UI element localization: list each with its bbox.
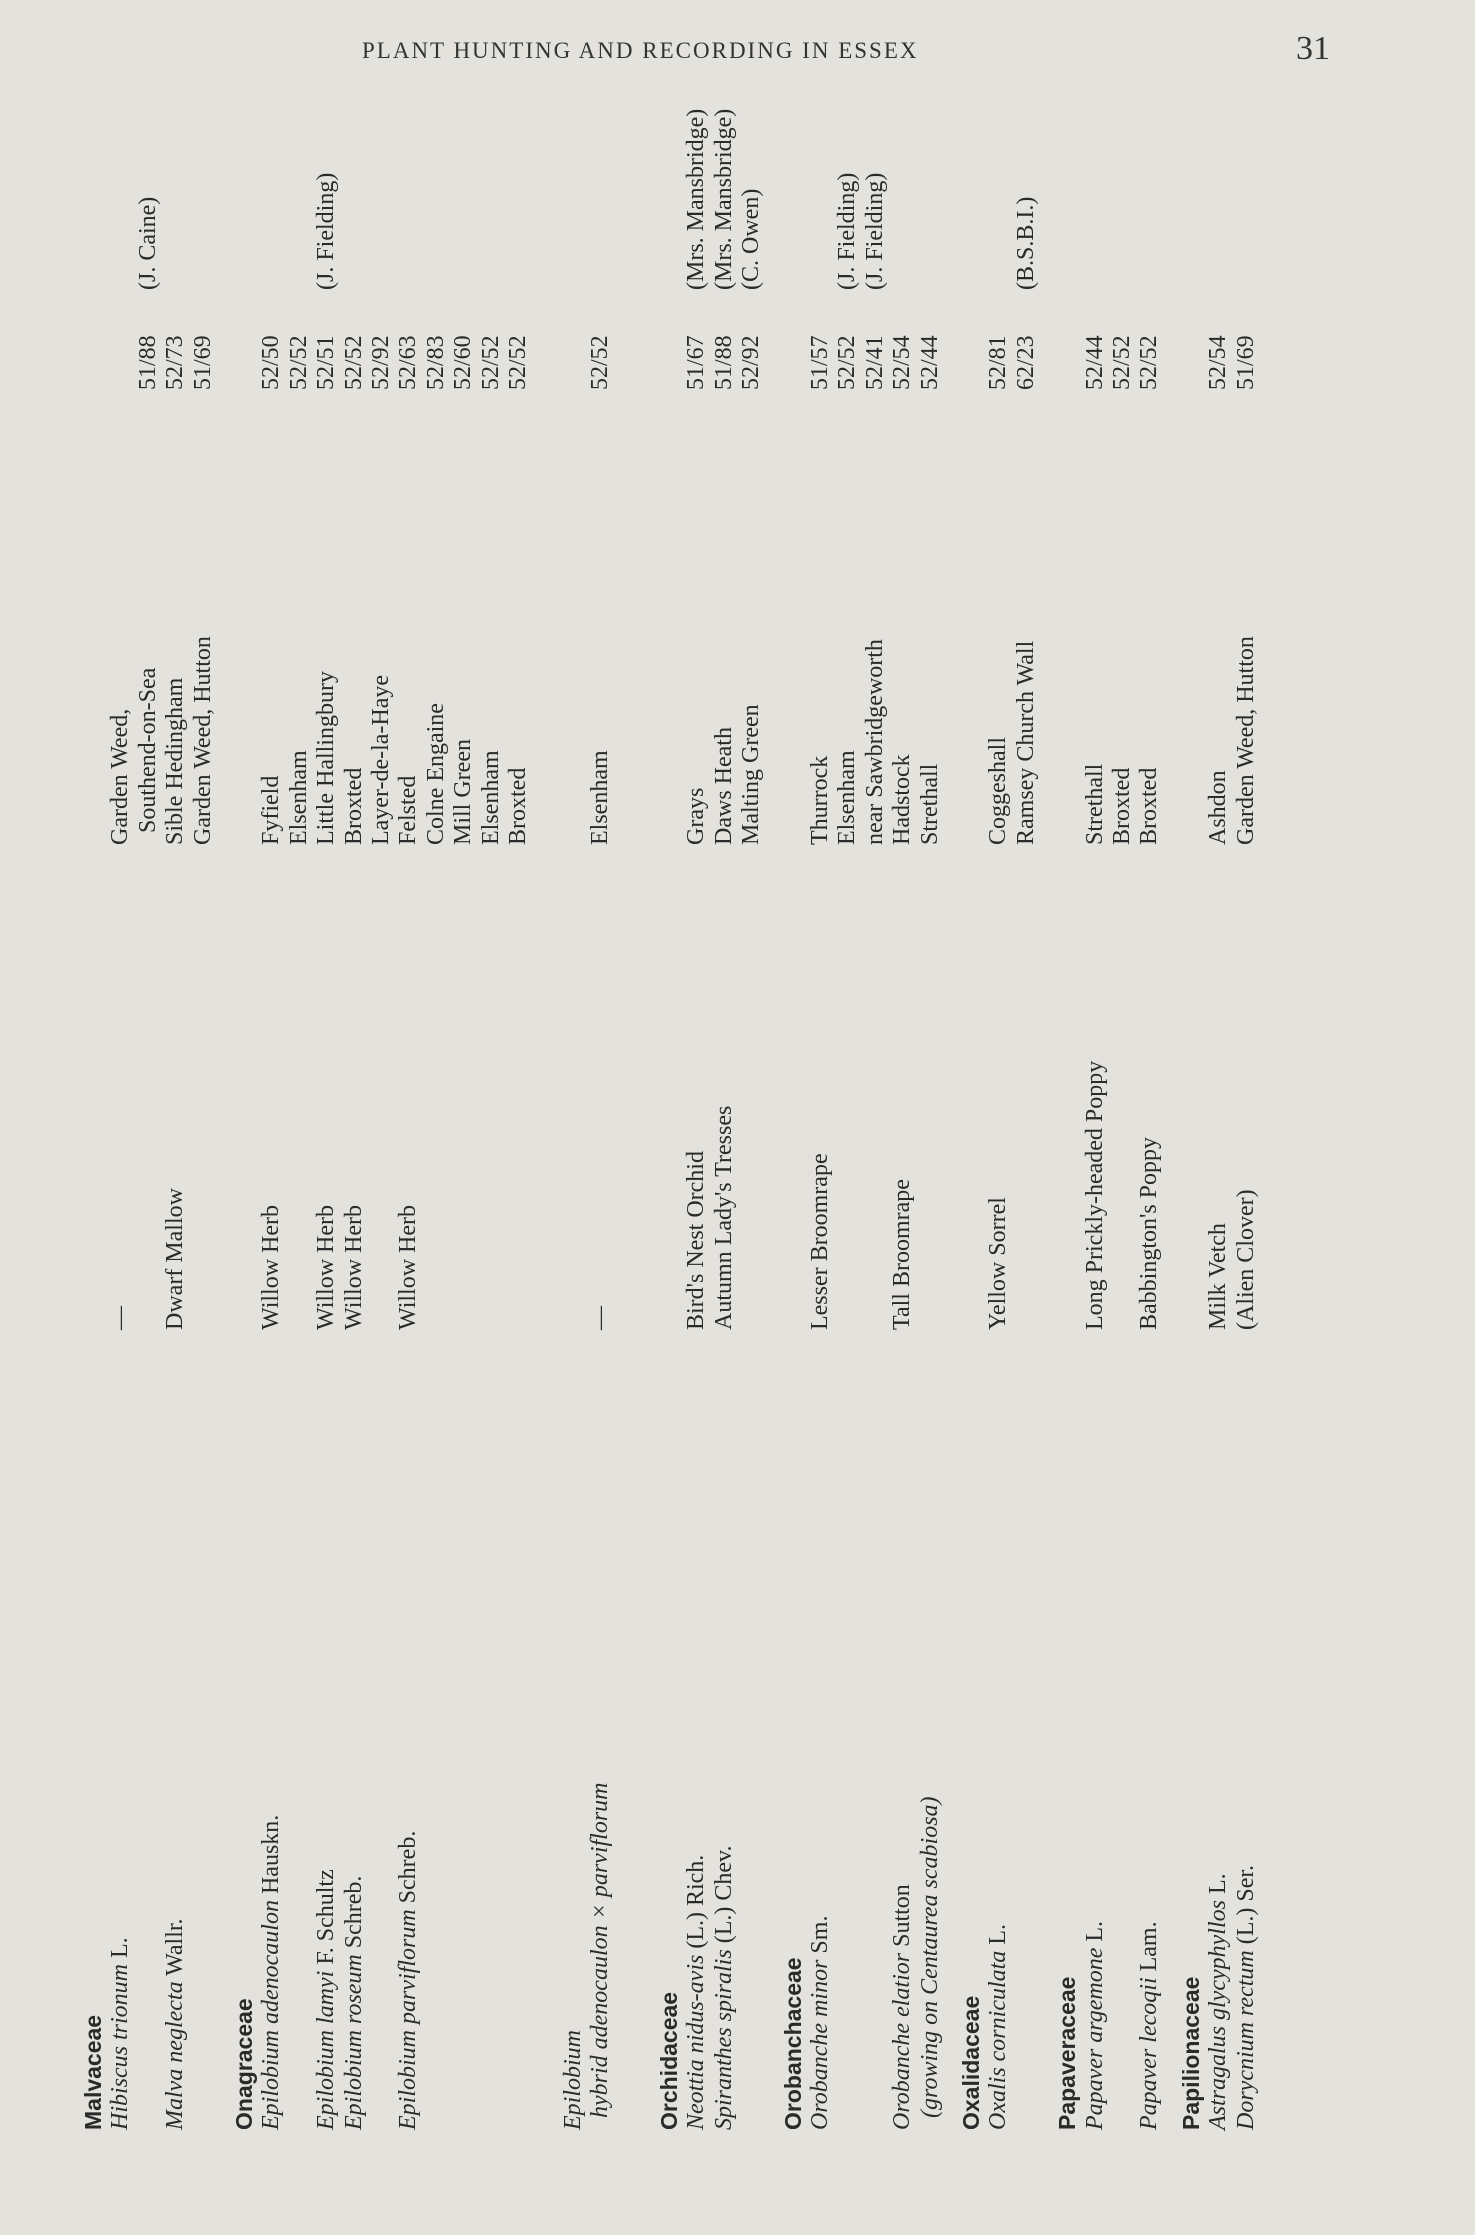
- locality-cell: near Sawbridgeworth: [861, 639, 888, 845]
- locality-cell: Hadstock: [889, 754, 916, 845]
- common-name-cell: (Alien Clover): [1232, 1189, 1259, 1330]
- grid-ref-cell: 52/51: [313, 335, 340, 390]
- species-authority: Wallr.: [162, 1918, 189, 1982]
- family-heading: Orobanchaceae: [779, 1957, 806, 2130]
- grid-ref-cell: 52/52: [340, 335, 367, 390]
- table-row: [1082, 180, 1109, 2130]
- species-name: Dorycnium rectum: [1232, 1950, 1259, 2130]
- table-row: [286, 180, 313, 2130]
- grid-ref-cell: 52/73: [162, 335, 189, 390]
- common-name-cell: Willow Herb: [340, 1204, 367, 1330]
- grid-ref-cell: 52/52: [1109, 335, 1135, 390]
- recorder-cell: (Mrs. Mansbridge): [710, 108, 737, 290]
- page-header: [0, 0, 1475, 110]
- locality-cell: Layer-de-la-Haye: [368, 674, 394, 845]
- locality-cell: Garden Weed, Hutton: [1232, 636, 1259, 845]
- grid-ref-cell: 52/92: [368, 335, 394, 390]
- table-row: [505, 180, 532, 2130]
- running-title: PLANT HUNTING AND RECORDING IN ESSEX: [362, 38, 919, 63]
- common-name-cell: Dwarf Mallow: [162, 1188, 189, 1330]
- table-row: [258, 180, 285, 2130]
- species-name: Orobanche minor: [807, 1959, 833, 2130]
- species-name: Epilobium lamyi: [313, 1970, 340, 2130]
- table-row: [560, 180, 587, 2130]
- table-row: [190, 180, 217, 2130]
- species-cell: [683, 1855, 710, 2130]
- locality-cell: Ashdon: [1205, 770, 1232, 845]
- species-cell: [162, 1918, 189, 2130]
- table-row: [478, 180, 505, 2130]
- species-cell: [917, 1796, 944, 2130]
- species-table-rows: [80, 108, 1360, 2130]
- common-name-cell: Milk Vetch: [1205, 1223, 1232, 1330]
- grid-ref-cell: 51/67: [683, 335, 710, 390]
- grid-ref-cell: 52/83: [422, 335, 449, 390]
- species-authority: L.: [1081, 1920, 1108, 1948]
- species-name: Epilobium roseum: [340, 1954, 367, 2130]
- table-row: [1205, 180, 1232, 2130]
- grid-ref-cell: 52/52: [587, 335, 614, 390]
- locality-cell: Garden Weed, Hutton: [189, 636, 216, 845]
- species-cell: [807, 1916, 834, 2130]
- species-name: Spiranthes spiralis: [710, 1949, 737, 2130]
- table-row: [1109, 180, 1136, 2130]
- table-row: [738, 180, 765, 2130]
- page-number: 31: [1296, 30, 1330, 67]
- table-row: [587, 180, 614, 2130]
- species-cell: [1136, 1921, 1163, 2130]
- species-name: Epilobium: [559, 2030, 586, 2130]
- family-heading: Oxalidaceae: [958, 1995, 984, 2130]
- species-authority: (L.) Rich.: [683, 1854, 710, 1955]
- common-name-cell: Willow Herb: [313, 1204, 340, 1330]
- recorder-cell: (J. Fielding): [313, 172, 340, 290]
- grid-ref-cell: 52/44: [916, 335, 943, 390]
- table-row: [985, 180, 1012, 2130]
- common-name-cell: Lesser Broomrape: [807, 1153, 833, 1330]
- family-heading: Papaveraceae: [1054, 1976, 1081, 2130]
- family-heading-row: [1054, 180, 1081, 2130]
- species-authority: Schreb.: [340, 1875, 367, 1955]
- locality-cell: Strethall: [1081, 763, 1108, 845]
- locality-cell: Little Hallingbury: [313, 671, 340, 845]
- locality-cell: Elsenham: [587, 750, 614, 845]
- species-cell: [1205, 1873, 1232, 2130]
- species-authority: Schreb.: [395, 1830, 422, 1910]
- table-row: [889, 180, 916, 2130]
- table-row: [1136, 180, 1163, 2130]
- species-name: (growing on Centaurea scabiosa): [916, 1796, 943, 2130]
- grid-ref-cell: 52/52: [1136, 335, 1163, 390]
- species-cell: [985, 1924, 1012, 2130]
- locality-cell: Daws Heath: [710, 727, 737, 845]
- family-heading-row: [80, 180, 107, 2130]
- locality-cell: Malting Green: [738, 704, 765, 845]
- table-row: [341, 180, 368, 2130]
- common-name-cell: Tall Broomrape: [889, 1179, 916, 1330]
- locality-cell: Coggeshall: [985, 737, 1012, 845]
- common-name-cell: Willow Herb: [258, 1204, 285, 1330]
- locality-cell: Colne Engaine: [422, 703, 449, 845]
- locality-cell: Broxted: [340, 767, 367, 845]
- recorder-cell: (Mrs. Mansbridge): [683, 108, 710, 290]
- recorder-cell: (J. Fielding): [834, 172, 861, 290]
- common-name-cell: Autumn Lady's Tresses: [710, 1105, 737, 1330]
- table-row: [917, 180, 944, 2130]
- species-name: Astragalus glycyphyllos: [1205, 1900, 1232, 2130]
- species-authority: (L.) Ser.: [1232, 1864, 1259, 1951]
- family-heading: Papilionaceae: [1177, 1976, 1204, 2130]
- locality-cell: Broxted: [1136, 767, 1163, 845]
- locality-cell: Fyfield: [258, 775, 285, 845]
- locality-cell: Sible Hedingham: [162, 677, 189, 845]
- species-authority: L.: [985, 1924, 1012, 1951]
- species-name: Orobanche elatior: [889, 1952, 916, 2130]
- species-cell: [258, 1815, 285, 2130]
- species-cell: [711, 1846, 738, 2130]
- locality-cell: Ramsey Church Wall: [1012, 640, 1039, 845]
- species-name: Oxalis corniculata: [985, 1950, 1012, 2130]
- species-authority: (L.) Chev.: [710, 1845, 737, 1950]
- common-name-cell: Babbington's Poppy: [1136, 1136, 1163, 1330]
- grid-ref-cell: 51/88: [710, 335, 737, 390]
- species-cell: [560, 2030, 587, 2130]
- grid-ref-cell: 52/44: [1081, 335, 1108, 390]
- species-name: Epilobium parviflorum: [395, 1909, 422, 2130]
- species-authority: Lam.: [1136, 1921, 1163, 1978]
- grid-ref-cell: 52/41: [861, 335, 888, 390]
- common-name-cell: —: [107, 1306, 134, 1330]
- species-cell: [313, 1869, 340, 2130]
- species-name: Neottia nidus-avis: [683, 1954, 710, 2130]
- locality-cell: Felsted: [395, 775, 422, 845]
- locality-cell: Thurrock: [807, 755, 833, 845]
- species-table: [80, 108, 1360, 2130]
- species-name: hybrid adenocaulon × parviflorum: [587, 1782, 614, 2130]
- table-row: [135, 180, 162, 2130]
- species-cell: [341, 1876, 368, 2130]
- family-heading: Onagraceae: [231, 1998, 257, 2130]
- locality-cell: Elsenham: [285, 750, 312, 845]
- species-cell: [107, 1937, 134, 2130]
- species-name: Papaver argemone: [1081, 1947, 1108, 2130]
- locality-cell: Mill Green: [450, 739, 477, 845]
- common-name-cell: Long Prickly-headed Poppy: [1081, 1060, 1108, 1330]
- table-row: [807, 180, 834, 2130]
- species-name: Epilobium adenocaulon: [258, 1900, 285, 2130]
- locality-cell: Broxted: [505, 767, 531, 845]
- table-row: [450, 180, 477, 2130]
- family-heading: Orchidaceae: [656, 1991, 682, 2130]
- table-row: [710, 108, 738, 2130]
- species-name: Malva neglecta: [162, 1981, 189, 2130]
- table-row: [1233, 180, 1260, 2130]
- species-name: Papaver lecoqii: [1136, 1977, 1163, 2130]
- species-authority: L.: [1205, 1873, 1232, 1901]
- family-heading-row: [656, 180, 683, 2130]
- species-authority: Sm.: [807, 1915, 833, 1960]
- table-row: [313, 172, 340, 2130]
- species-cell: [587, 1783, 614, 2131]
- grid-ref-cell: 51/88: [134, 335, 161, 390]
- species-name: Hibiscus trionum: [107, 1963, 134, 2130]
- locality-cell: Elsenham: [477, 750, 504, 845]
- grid-ref-cell: 52/54: [889, 335, 916, 390]
- species-cell: [1233, 1865, 1260, 2130]
- grid-ref-cell: 52/63: [395, 335, 422, 390]
- recorder-cell: (J. Fielding): [861, 172, 888, 290]
- family-heading-row: [780, 180, 807, 2130]
- species-cell: [1082, 1921, 1109, 2130]
- table-row: [834, 172, 861, 2130]
- locality-cell: Strethall: [916, 763, 943, 845]
- common-name-cell: —: [587, 1306, 614, 1330]
- locality-cell: Southend-on-Sea: [134, 667, 161, 845]
- table-row: [107, 180, 134, 2130]
- grid-ref-cell: 52/50: [258, 335, 285, 390]
- family-heading-row: [231, 180, 258, 2130]
- species-authority: F. Schultz: [313, 1869, 340, 1971]
- table-row: [395, 180, 422, 2130]
- grid-ref-cell: 52/52: [477, 335, 504, 390]
- common-name-cell: Willow Herb: [395, 1204, 422, 1330]
- table-row: [683, 108, 710, 2130]
- species-authority: Hauskn.: [258, 1814, 285, 1901]
- grid-ref-cell: 51/69: [189, 335, 216, 390]
- recorder-cell: (C. Owen): [738, 188, 765, 290]
- family-heading-row: [1178, 180, 1205, 2130]
- grid-ref-cell: 62/23: [1012, 335, 1039, 390]
- locality-cell: Grays: [683, 787, 710, 845]
- grid-ref-cell: 52/92: [738, 335, 765, 390]
- grid-ref-cell: 51/69: [1232, 335, 1259, 390]
- grid-ref-cell: 52/52: [285, 335, 312, 390]
- table-row: [861, 172, 889, 2130]
- family-heading: Malvaceae: [80, 2014, 106, 2130]
- common-name-cell: Bird's Nest Orchid: [683, 1151, 710, 1330]
- species-authority: Sutton: [889, 1884, 916, 1953]
- table-row: [162, 180, 189, 2130]
- species-cell: [395, 1831, 422, 2130]
- grid-ref-cell: 52/81: [985, 335, 1012, 390]
- recorder-cell: (B.S.B.I.): [1012, 196, 1039, 290]
- species-cell: [889, 1884, 916, 2130]
- grid-ref-cell: 51/57: [807, 335, 833, 390]
- species-authority: L.: [107, 1937, 134, 1964]
- grid-ref-cell: 52/54: [1205, 335, 1232, 390]
- grid-ref-cell: 52/52: [505, 335, 531, 390]
- family-heading-row: [958, 180, 985, 2130]
- recorder-cell: (J. Caine): [134, 196, 161, 290]
- grid-ref-cell: 52/52: [834, 335, 861, 390]
- common-name-cell: Yellow Sorrel: [985, 1197, 1012, 1330]
- grid-ref-cell: 52/60: [450, 335, 477, 390]
- table-row: [1013, 180, 1040, 2130]
- table-row: [423, 180, 450, 2130]
- locality-cell: Garden Weed,: [107, 708, 134, 845]
- locality-cell: Broxted: [1109, 767, 1135, 845]
- locality-cell: Elsenham: [834, 750, 861, 845]
- table-row: [368, 180, 395, 2130]
